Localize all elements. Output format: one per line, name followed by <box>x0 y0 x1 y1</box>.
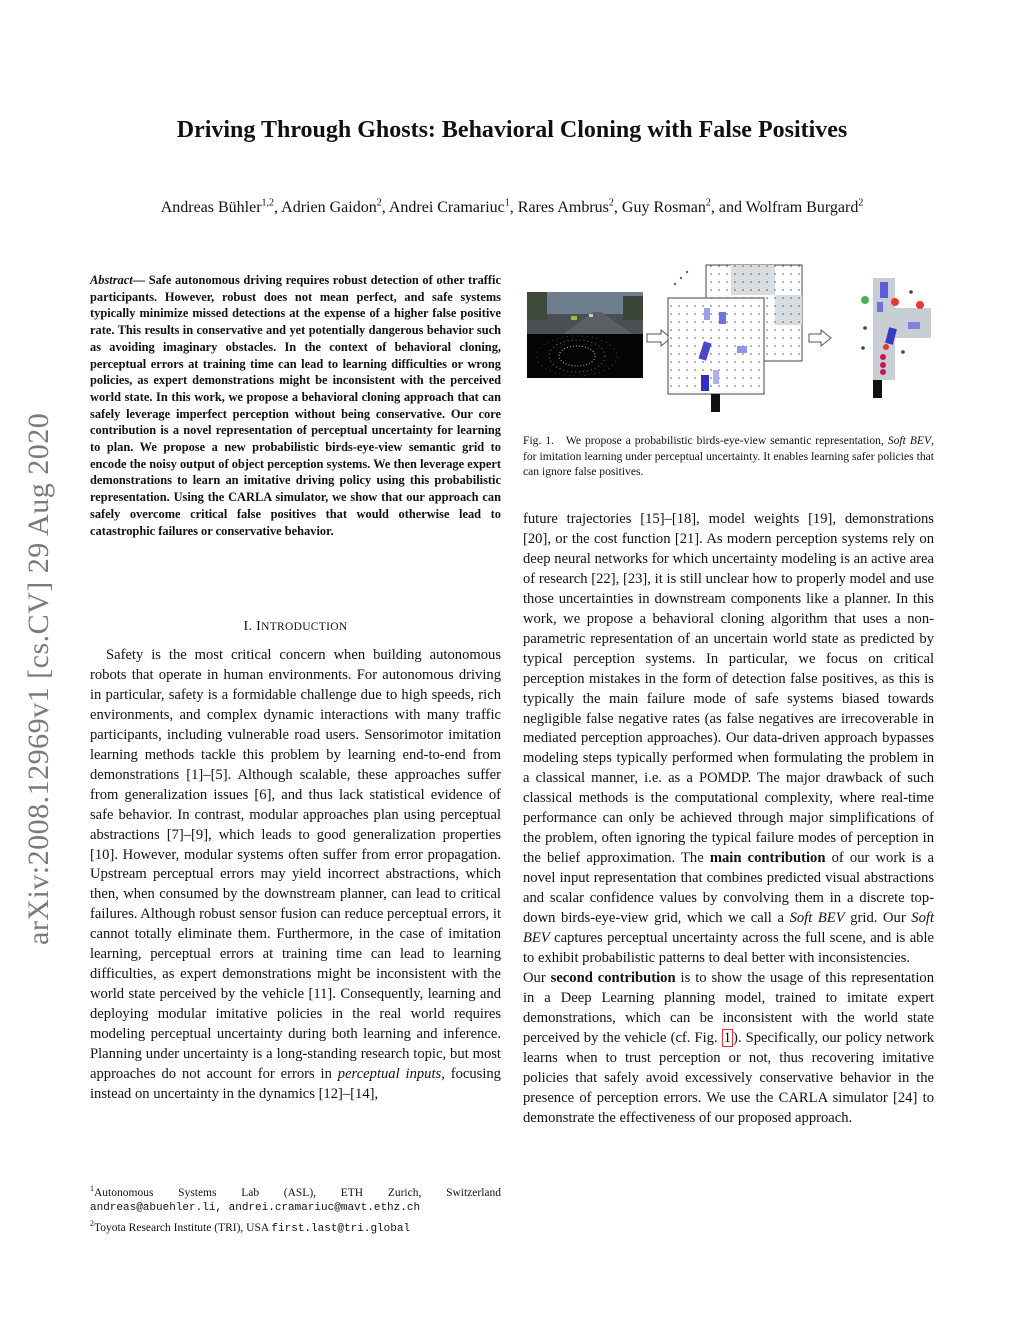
paper-title: Driving Through Ghosts: Behavioral Cloning with False Positives <box>176 117 848 143</box>
arxiv-identifier: arXiv:2008.12969v1 [cs.CV] 29 Aug 2020 <box>22 412 55 945</box>
footnote-1: $^1$Autonomous Systems Lab (ASL), ETH Zurich, Switzerland <box>90 1184 501 1199</box>
author: Andreas Bühler$^{1,2}$, <box>160 198 282 217</box>
author: Rares Ambrus$^2$, <box>517 198 622 217</box>
author: Guy Rosman$^2$, and <box>621 198 746 217</box>
arrow-icon <box>647 330 671 346</box>
arrow-icon <box>809 330 831 346</box>
abstract <box>90 272 501 539</box>
footnote-2: $^2$Toyota Research Institute (TRI), USA first.last@tri.global <box>90 1218 411 1235</box>
abstract-text: — Safe autonomous driving requires robust detection of other traffic participants. However, robust does not mean perfect, and safe systems typically minimize missed detections at the expense of a higher false positive rate. This results in conservative and yet potentially dangerous behavior such as avoiding imaginary obstacles. In the context of behavioral cloning, perceptual errors at training time can lead to learning difficulties or wrong policies, as expert demonstrations might be inconsistent with the perceived world state. In this work, we propose a behavioral cloning approach that can safely leverage imperfect perception without being conservative. Our core contribution is a novel representation of perceptual uncertainty for learning to plan. We propose a new probabilistic birds-eye-view semantic grid to encode the noisy output of object perception systems. We then leverage expert demonstrations to learn an imitative driving policy using this probabilistic representation. Using the CARLA simulator, we show that our approach can safely overcome critical false positives that would otherwise lead to catastrophic failures or conservative behavior. <box>90 273 501 538</box>
author: Andrei Cramariuc$^1$, <box>388 198 518 217</box>
right-column-text <box>523 510 934 1129</box>
introduction-text: Safety is the most critical concern when building autonomous robots that operate in human environments. For autonomous driving in particular, safety is a formidable challenge due to high speeds, rich environments, and complex dynamic interactions with many traffic participants, including vulnerable road users. Sensorimotor imitation learning methods tackle this problem by learning end-to-end from demonstrations [1]–[5]. Although scalable, these approaches suffer from generalization issues [6], and thus lack statistical evidence of safe behavior. In contrast, modular approaches plan using perceptual abstractions [7]–[9], which leads to good generalization properties [10]. However, modular systems often suffer from error propagation. Upstream perceptual errors may yield incorrect abstractions, which then, when consumed by the downstream planner, can lead to critical failures. Although robust sensor fusion can reduce perceptual errors, it cannot totally eliminate them. Furthermore, in the case of imitation learning, perceptual errors at training time can lead to learning difficulties, as expert demonstrations might be inconsistent with the world state perceived by the vehicle [11]. Consequently, learning and deploying modular imitative policies in the real world requires modeling perceptual uncertainty during both learning and inference. Planning under uncertainty is a long-standing research topic, but most approaches do not account for errors in perceptual inputs, focusing instead on uncertainty in the dynamics [12]–[14], <box>90 647 501 1102</box>
author: Wolfram Burgard$^2$ <box>745 198 864 217</box>
paragraph: future trajectories [15]–[18], model weights [19], demonstrations [20], or the cost function [21]. As modern perception systems rely on deep neural networks for which uncertainty modeling is an active area of research [22], [23], it is still unclear how to properly model and use those uncertainties in downstream components like a planner. In this work, we propose a behavioral cloning algorithm that uses a non-parametric representation of an uncertain world state as predicted by typical perception systems. In particular, we focus on critical perception mistakes in the form of detection false positives, as this is typically the main failure mode of safe systems biased towards negligible false negative rates (as false negatives are irrecoverable in mediated perception approaches). Our data-driven approach bypasses modeling steps typically performed when formulating the problem in a classical manner, i.e. as a POMDP. The major drawback of such classical methods is the computational complexity, where real-time performance can only be achieved through major simplifications of the problem, often ignoring the typical failure modes of perception in the belief approximation. The main contribution of our work is a novel input representation that combines predicted visual abstractions and scalar confidence values by convolving them in a discrete top-down birds-eye-view grid, which we call a Soft BEV grid. Our Soft BEV captures perceptual uncertainty across the full scene, and is able to exhibit probabilistic patterns to deal better with inconsistencies. <box>523 511 935 966</box>
footnotes <box>90 1181 501 1237</box>
soft-bev-grid <box>859 278 931 398</box>
author-list <box>0 198 1024 217</box>
camera-image <box>527 292 643 334</box>
lidar-image <box>527 334 643 378</box>
section-heading: I. INTRODUCTION <box>243 619 348 634</box>
figure-1-caption: Fig. 1. We propose a probabilistic birds-eye-view semantic representation, Soft BEV, for imitation learning under perceptual uncertainty. It enables learning safer policies that can ignore false positives. <box>523 434 934 478</box>
footnote-1-emails: andreas@abuehler.li, andrei.cramariuc@mavt.ethz.ch <box>90 1201 421 1214</box>
figure-reference-link[interactable]: 1 <box>723 1029 732 1046</box>
bev-grid-front <box>668 298 764 412</box>
abstract-label: Abstract <box>90 273 133 287</box>
paragraph: Our second contribution is to show the usage of this representation in a Deep Learning planning model, trained to imitate expert demonstrations, which can be inconsistent with the world state perceived by the vehicle (cf. Fig. 1 ). Specifically, our policy network learns when to trust perception or not, thus recovering imitative policies that safely avoid excessively conservative behavior in the presence of perception errors. We use the CARLA simulator [24] to demonstrate the effectiveness of our proposed approach. <box>523 969 934 1126</box>
figure-1 <box>523 262 943 422</box>
author: Adrien Gaidon$^2$, <box>281 198 389 217</box>
